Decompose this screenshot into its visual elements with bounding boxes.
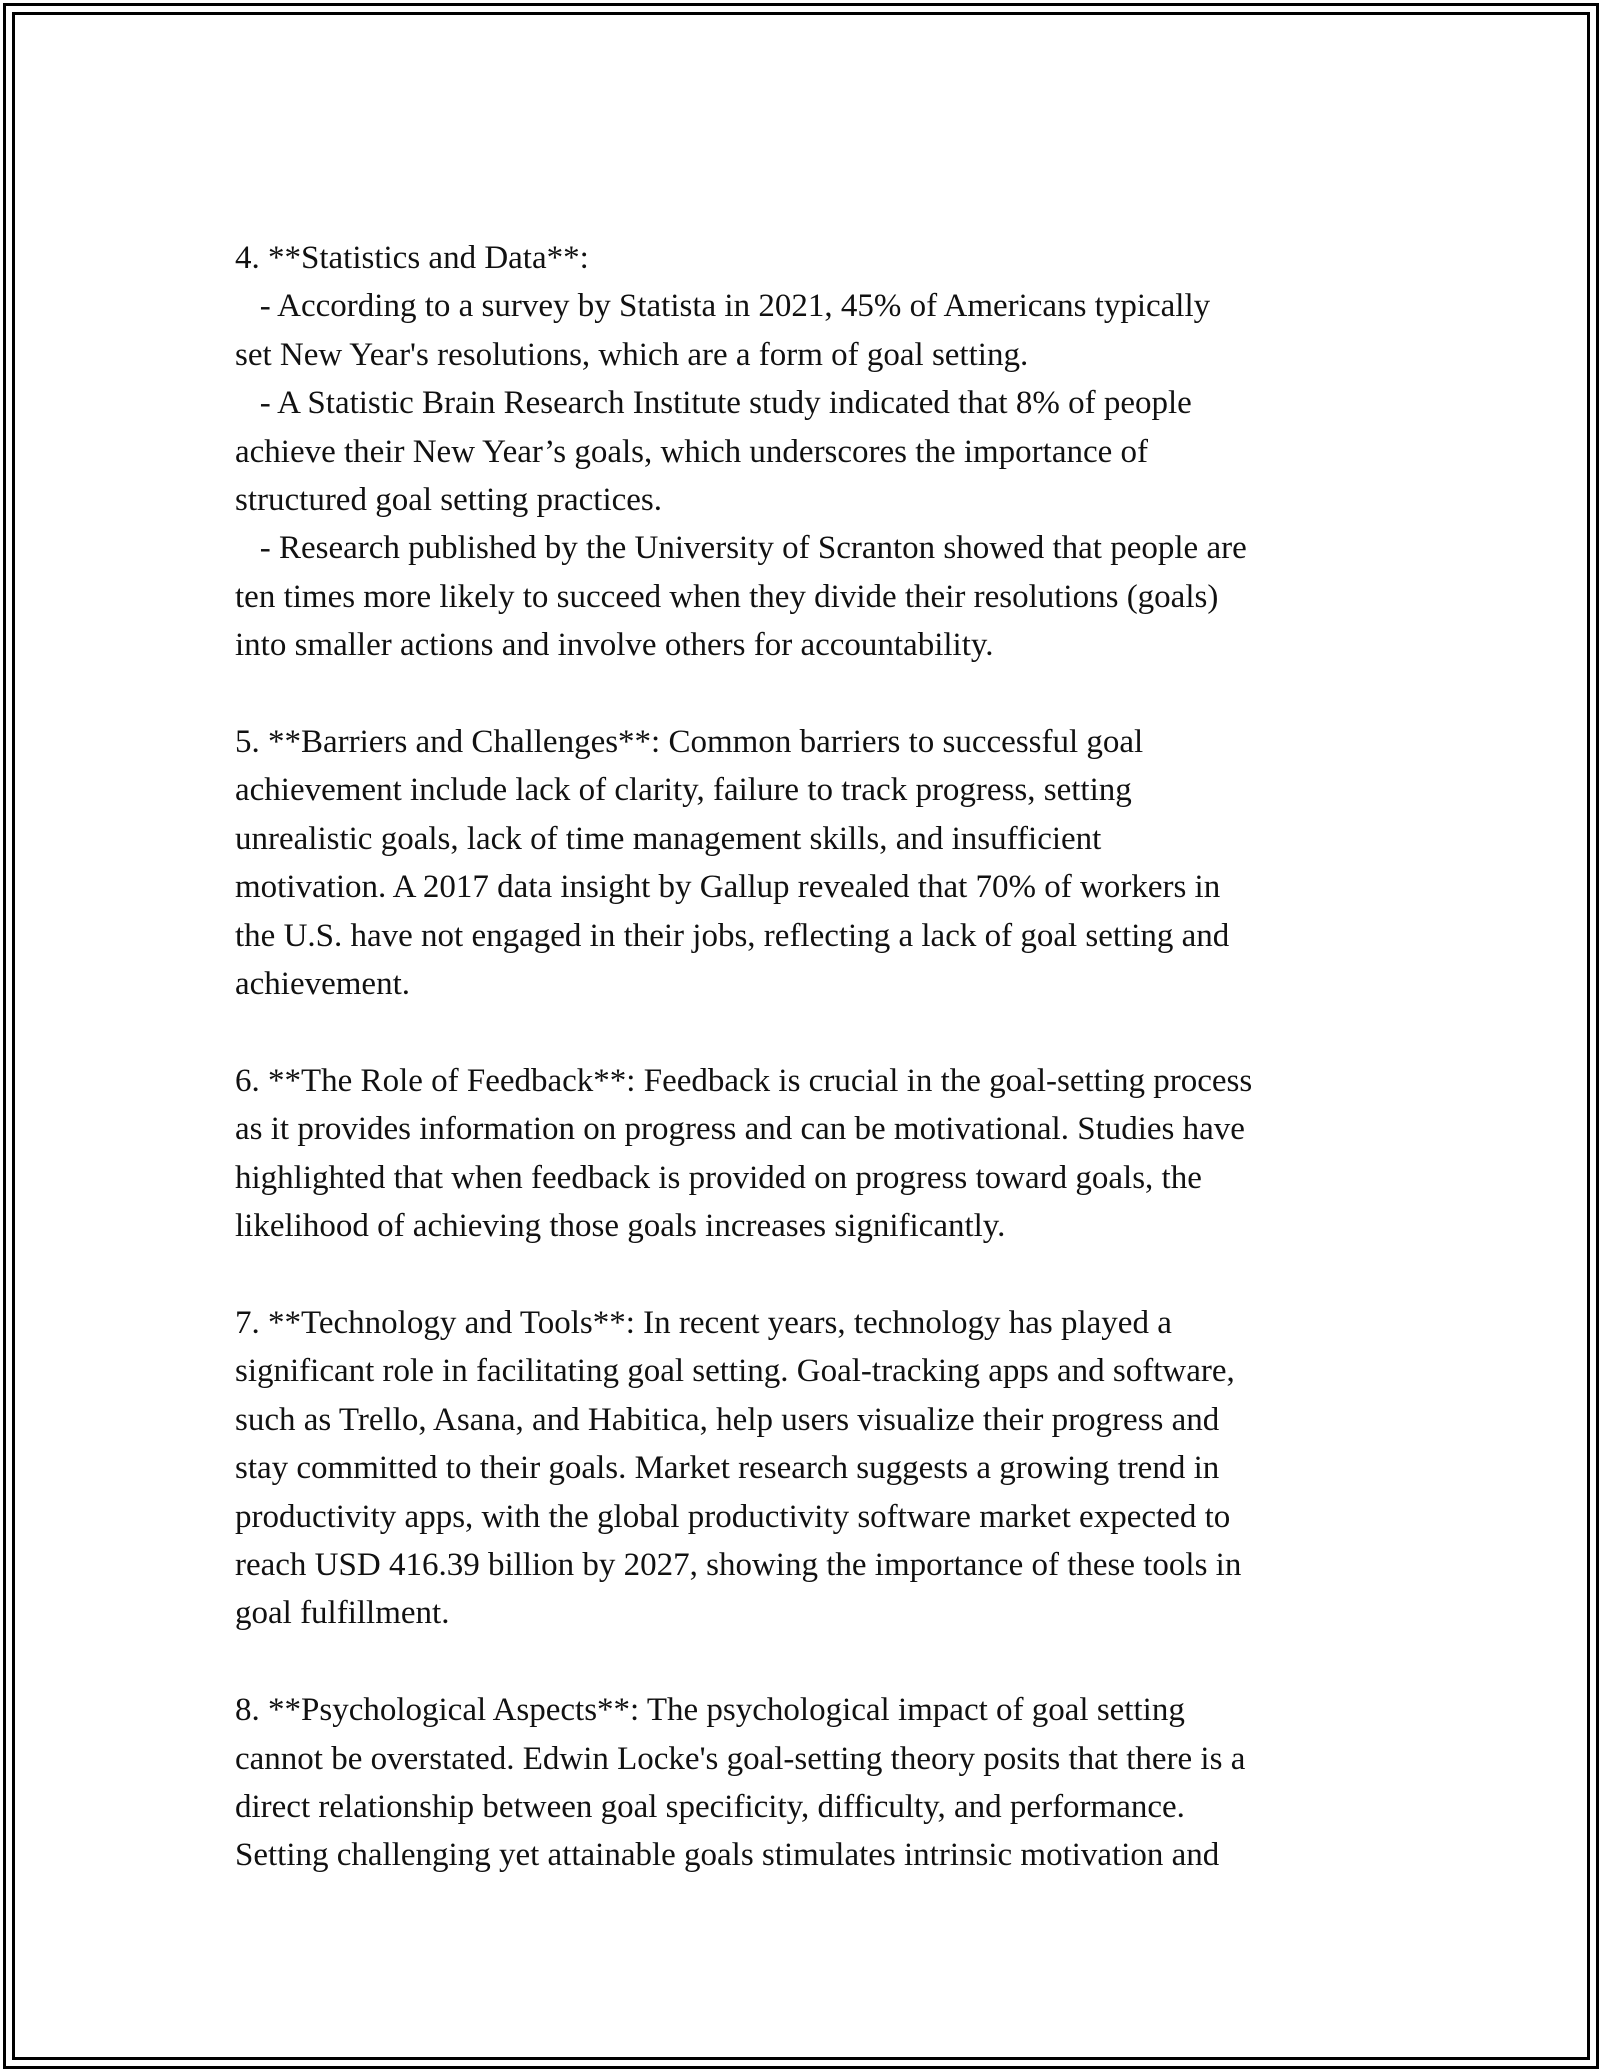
text-line: into smaller actions and involve others for accountability. bbox=[235, 627, 994, 664]
text-line: achievement. bbox=[235, 966, 410, 1003]
text-line: 5. **Barriers and Challenges**: Common barriers to successful goal bbox=[235, 724, 1144, 761]
paragraph-gap bbox=[235, 670, 1395, 718]
text-line: 6. **The Role of Feedback**: Feedback is crucial in the goal-setting process bbox=[235, 1062, 1253, 1099]
text-line: productivity apps, with the global productivity software market expected to bbox=[235, 1498, 1231, 1535]
text-line: 8. **Psychological Aspects**: The psychological impact of goal setting bbox=[235, 1692, 1185, 1729]
paragraph-gap bbox=[235, 1251, 1395, 1299]
paragraph-gap bbox=[235, 1008, 1395, 1056]
text-line: ten times more likely to succeed when they divide their resolutions (goals) bbox=[235, 578, 1219, 615]
text-line: Setting challenging yet attainable goals stimulates intrinsic motivation and bbox=[235, 1837, 1220, 1874]
text-line: - According to a survey by Statista in 2021, 45% of Americans typically bbox=[235, 288, 1211, 325]
text-line: achievement include lack of clarity, failure to track progress, setting bbox=[235, 772, 1132, 809]
text-line: such as Trello, Asana, and Habitica, help users visualize their progress and bbox=[235, 1401, 1220, 1438]
text-line: significant role in facilitating goal setting. Goal-tracking apps and software, bbox=[235, 1353, 1235, 1390]
text-line: likelihood of achieving those goals increases significantly. bbox=[235, 1208, 1006, 1245]
text-line: 7. **Technology and Tools**: In recent years, technology has played a bbox=[235, 1304, 1172, 1341]
text-line: goal fulfillment. bbox=[235, 1595, 450, 1632]
text-line: set New Year's resolutions, which are a form of goal setting. bbox=[235, 336, 1029, 373]
document-body bbox=[235, 234, 1395, 1880]
text-line: stay committed to their goals. Market research suggests a growing trend in bbox=[235, 1450, 1220, 1487]
text-line: the U.S. have not engaged in their jobs, reflecting a lack of goal setting and bbox=[235, 917, 1230, 954]
text-line: unrealistic goals, lack of time management skills, and insufficient bbox=[235, 820, 1102, 857]
paragraph-gap bbox=[235, 1638, 1395, 1686]
text-line: cannot be overstated. Edwin Locke's goal-setting theory posits that there is a bbox=[235, 1740, 1246, 1777]
text-line: direct relationship between goal specificity, difficulty, and performance. bbox=[235, 1788, 1185, 1825]
text-line: as it provides information on progress and can be motivational. Studies have bbox=[235, 1111, 1245, 1148]
text-line: motivation. A 2017 data insight by Gallup revealed that 70% of workers in bbox=[235, 869, 1221, 906]
text-line: - Research published by the University of Scranton showed that people are bbox=[235, 530, 1247, 567]
text-line: highlighted that when feedback is provided on progress toward goals, the bbox=[235, 1159, 1202, 1196]
text-line: reach USD 416.39 billion by 2027, showing the importance of these tools in bbox=[235, 1546, 1242, 1583]
text-line: - A Statistic Brain Research Institute study indicated that 8% of people bbox=[235, 385, 1192, 422]
text-line: 4. **Statistics and Data**: bbox=[235, 240, 589, 276]
text-line: achieve their New Year’s goals, which underscores the importance of bbox=[235, 433, 1149, 470]
text-line: structured goal setting practices. bbox=[235, 482, 663, 519]
